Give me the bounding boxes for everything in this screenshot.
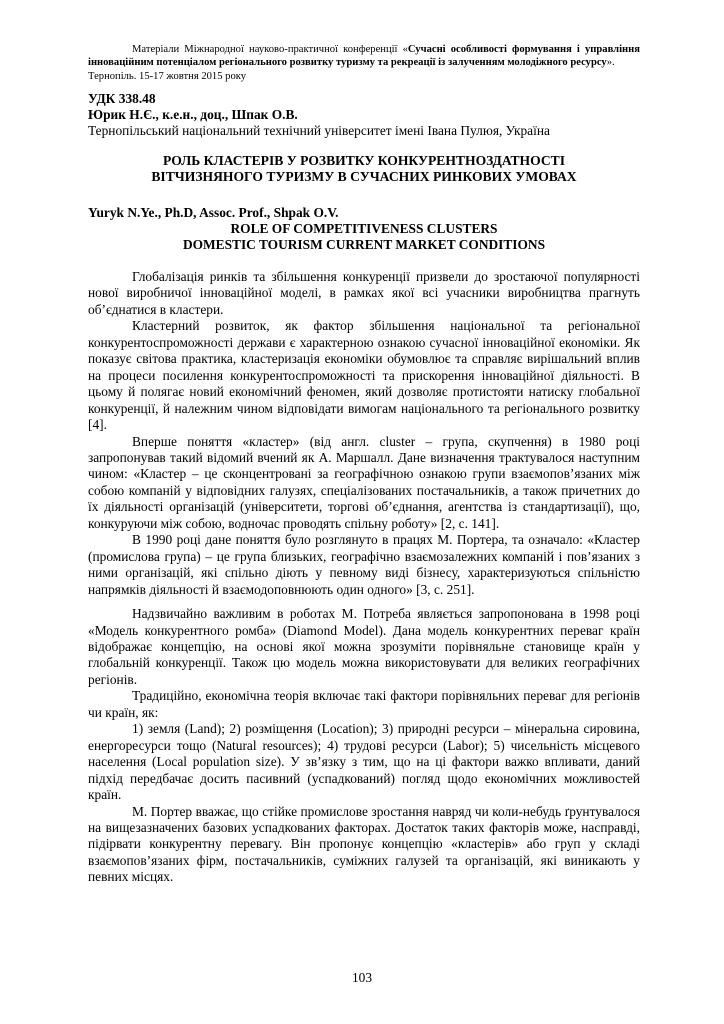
header-intro: Матеріали Міжнародної науково-практичної конференції « [132, 44, 408, 55]
paragraph: Кластерний розвиток, як фактор збільшення національної та регіональної конкурентоспроможності держави є характерною ознакою сучасної інноваційної економіки. Як показує світова практика, кластеризація економіки обумовлює та справляє вирішальний вплив на процеси посилення конкурентоспроможності та прискорення інноваційної діяльності. В цьому й полягає новий економічний феномен, який дозволяє протистояти натиску глобальної конкуренції, й належним чином відповідати вимогам національного та регіонального розвитку [4]. [88, 318, 640, 433]
title-ua-line: РОЛЬ КЛАСТЕРІВ У РОЗВИТКУ КОНКУРЕНТНОЗДАТНОСТІ [162, 153, 566, 168]
header-location-date: Тернопіль. 15-17 жовтня 2015 року [88, 70, 247, 82]
page-number: 103 [351, 970, 373, 985]
paragraph: В 1990 році дане поняття було розглянуто в працях М. Портера, та означало: «Кластер (промислова група) – це група близьких, географічно взаємозалежних компаній і пов’язаних з ними організацій, які спільно діють у певному виді бізнесу, характеризуються спільністю напрямків діяльності й взаємодоповнюють один одного» [3, с. 251]. [88, 532, 640, 597]
paragraph: М. Портер вважає, що стійке промислове зростання навряд чи коли-небудь ґрунтувалося на вищезазначених базових успадкованих факторах. Достаток таких факторів може, насправді, підірвати конкурентну перевагу. Він пропонує концепцію «кластерів» або груп у складі взаємопов’язаних фірм, постачальників, суміжних галузей та організацій, які виникають у певних місцях. [88, 803, 640, 885]
authors-english: Yuryk N.Ye., Ph.D, Assoc. Prof., Shpak O.V. [88, 205, 339, 220]
udk-code: УДК 338.48 [88, 91, 156, 106]
paragraph: Вперше поняття «кластер» (від англ. cluster – група, скупчення) в 1980 році запропонував такий відомий вчений як А. Маршалл. Дане визначення трактувалося наступним чином: «Кластер – це сконцентровані за географічною ознакою групи взаємопов’язаних між собою компаній у відповідних галузях, спеціалізованих постачальників, а також причетних до їх діяльності організацій (університети, торгові об’єднання, агентства із стандартизації), що, конкуруючи між собою, водночас проводять спільну роботу» [2, с. 141]. [88, 433, 640, 531]
paragraph: Традиційно, економічна теорія включає такі фактори порівняльних переваг для регіонів чи країн, як: [88, 688, 640, 720]
title-ua-line: ВІТЧИЗНЯНОГО ТУРИЗМУ В СУЧАСНИХ РИНКОВИХ УМОВАХ [151, 169, 577, 185]
authors-ukrainian: Юрик Н.Є., к.е.н., доц., Шпак О.В. [88, 107, 298, 122]
title-english [88, 221, 640, 253]
title-en-line: DOMESTIC TOURISM CURRENT MARKET CONDITIONS [182, 237, 546, 253]
conference-header [88, 43, 640, 83]
affiliation: Тернопільський національний технічний університет імені Івана Пулюя, Україна [88, 123, 550, 138]
header-closing: ». [606, 57, 615, 69]
title-ukrainian [88, 153, 640, 186]
title-en-line: ROLE OF COMPETITIVENESS CLUSTERS [230, 221, 498, 236]
paragraph: Глобалізація ринків та збільшення конкуренції призвели до зростаючої популярності нової виробничої інноваційної моделі, в рамках якої всі учасники виробництва прагнуть об’єднатися в кластери. [88, 269, 640, 317]
paragraph: 1) земля (Land); 2) розміщення (Location); 3) природні ресурси – мінеральна сировина, енергоресурси тощо (Natural resources); 4) трудові ресурси (Labor); 5) чисельність місцевого населення (Local population size). У зв’язку з тим, що на ці фактори важко впливати, даний підхід передбачає досить пасивний (успадкований) погляд щодо економічних можливостей країн. [88, 721, 640, 803]
article-body [88, 269, 640, 886]
paragraph: Надзвичайно важливим в роботах М. Потреба являється запропонована в 1998 році «Модель конкурентного ромба» (Diamond Model). Дана модель конкурентних переваг країн відображає концепцію, на основі якої можна зрозуміти порівняльне становище країн у глобальній конкуренції. Також цю модель можна використовувати для великих географічних регіонів. [88, 606, 640, 687]
conference-title: Сучасні особливості формування і управління інноваційним потенціалом регіонального розвитку туризму та рекреації із залученням молодіжного ресурсу [88, 44, 640, 69]
